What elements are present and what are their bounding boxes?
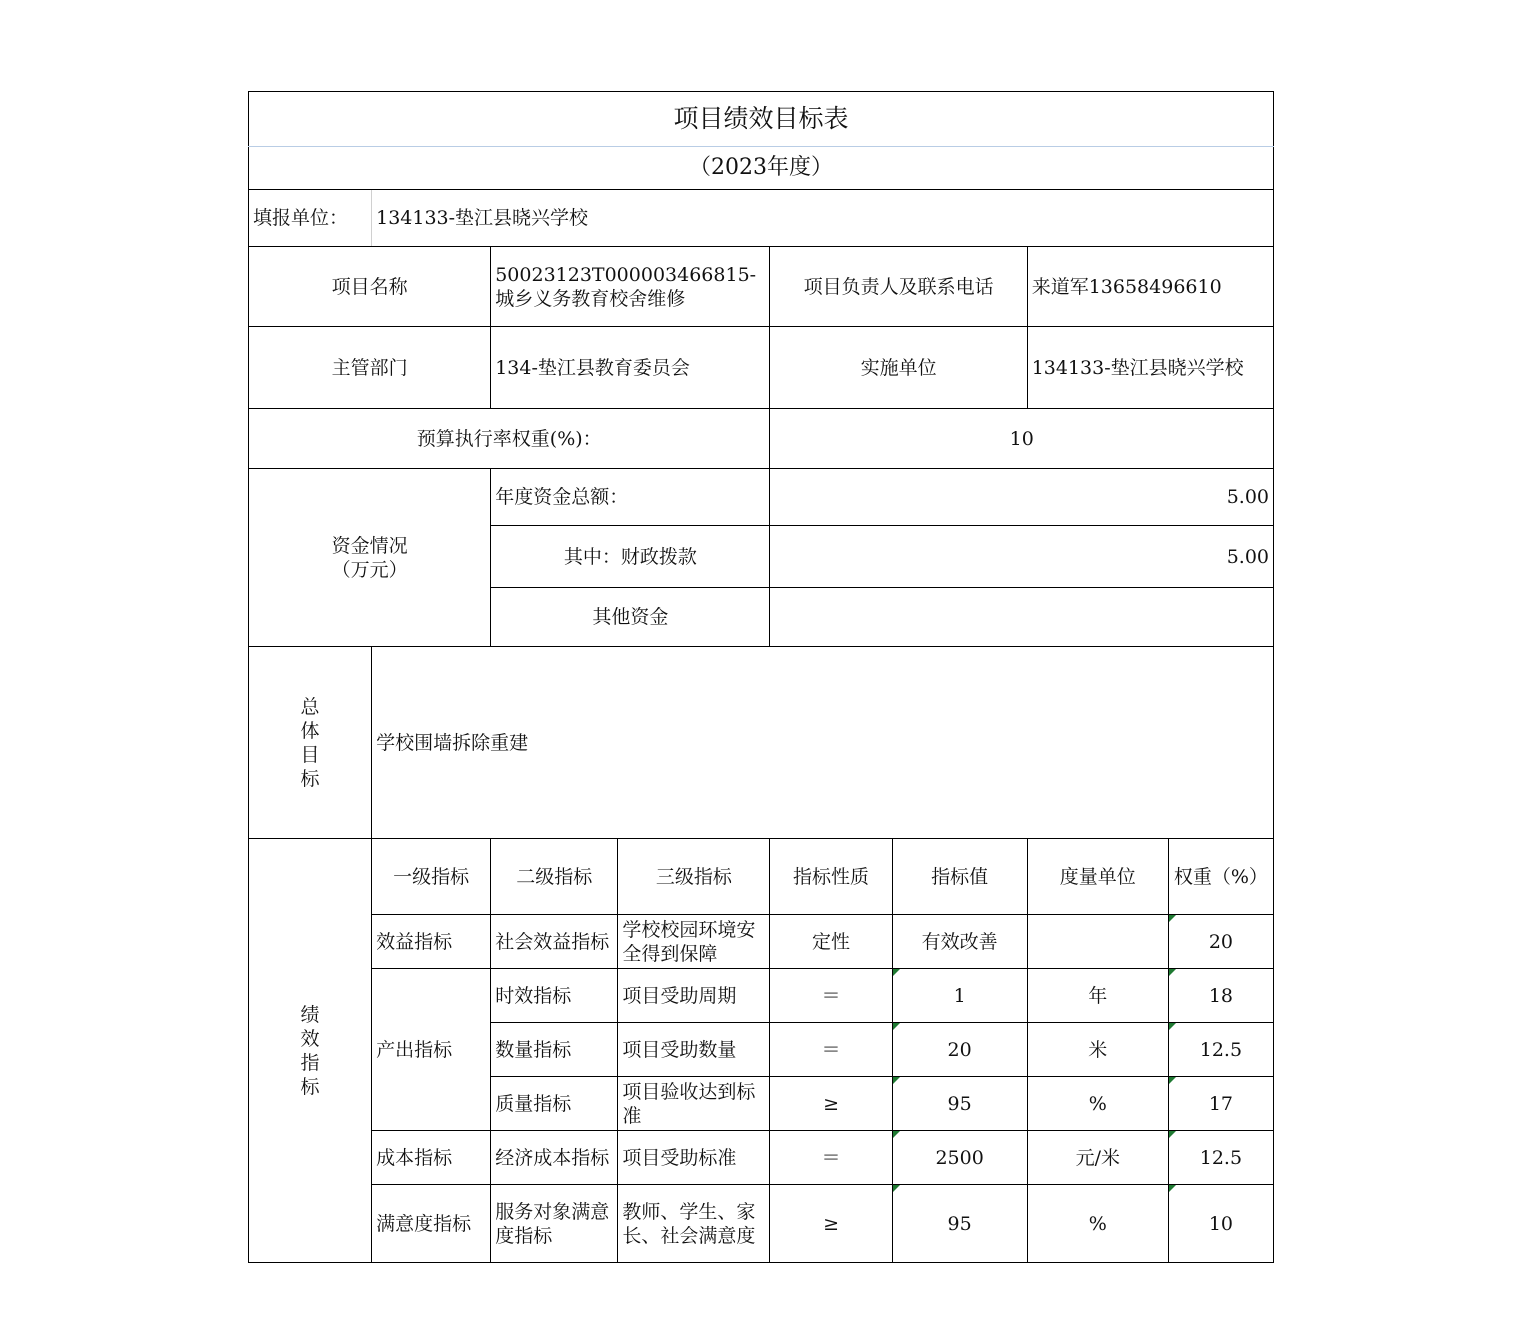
- row-level3: 项目验收达到标准: [618, 1077, 770, 1131]
- header-level1: 一级指标: [372, 839, 491, 915]
- overall-goal-label: 总体目标: [300, 695, 320, 790]
- table-subtitle-year: （2023年度）: [249, 147, 1274, 190]
- department-value: 134-垫江县教育委员会: [491, 327, 770, 409]
- overall-goal-label-cell: [249, 647, 372, 839]
- row-weight: 12.5: [1168, 1023, 1273, 1077]
- implementing-unit-value: 134133-垫江县晓兴学校: [1027, 327, 1273, 409]
- row-nature: ＝: [770, 1131, 892, 1185]
- row-value: 95: [892, 1185, 1027, 1263]
- indicators-section-cell: [249, 839, 372, 1263]
- table-row: [249, 1185, 1274, 1263]
- row-weight: 10: [1168, 1185, 1273, 1263]
- header-weight: 权重（%）: [1168, 839, 1273, 915]
- performance-target-table: [248, 91, 1274, 1263]
- project-contact-label: 项目负责人及联系电话: [770, 247, 1027, 327]
- row-unit: %: [1027, 1077, 1168, 1131]
- row-level3: 项目受助标准: [618, 1131, 770, 1185]
- funds-total-label: 年度资金总额：: [491, 469, 770, 526]
- funds-fiscal-value: 5.00: [770, 526, 1274, 588]
- row-nature: ＝: [770, 969, 892, 1023]
- funds-total-value: 5.00: [770, 469, 1274, 526]
- row-nature: ≥: [770, 1077, 892, 1131]
- row-value: 2500: [892, 1131, 1027, 1185]
- funds-fiscal-label: 其中：财政拨款: [491, 526, 770, 588]
- header-nature: 指标性质: [770, 839, 892, 915]
- implementing-unit-label: 实施单位: [770, 327, 1027, 409]
- funds-other-value: [770, 588, 1274, 647]
- filing-unit-label: 填报单位：: [249, 190, 372, 247]
- group-satisfaction: 满意度指标: [372, 1185, 491, 1263]
- row-nature: ＝: [770, 1023, 892, 1077]
- row-level3: 项目受助周期: [618, 969, 770, 1023]
- project-name-label: 项目名称: [249, 247, 491, 327]
- row-weight: 18: [1168, 969, 1273, 1023]
- row-level2: 时效指标: [491, 969, 618, 1023]
- row-unit: %: [1027, 1185, 1168, 1263]
- row-value: 95: [892, 1077, 1027, 1131]
- row-level2: 数量指标: [491, 1023, 618, 1077]
- row-unit: [1027, 915, 1168, 969]
- header-value: 指标值: [892, 839, 1027, 915]
- row-level2: 经济成本指标: [491, 1131, 618, 1185]
- filing-unit-value: 134133-垫江县晓兴学校: [372, 190, 1274, 247]
- row-weight: 17: [1168, 1077, 1273, 1131]
- header-unit: 度量单位: [1027, 839, 1168, 915]
- project-name-value: 50023123T000003466815-城乡义务教育校舍维修: [491, 247, 770, 327]
- row-level3: 学校校园环境安全得到保障: [618, 915, 770, 969]
- row-nature: 定性: [770, 915, 892, 969]
- table-title: 项目绩效目标表: [249, 92, 1274, 147]
- indicators-section-label: 绩效指标: [300, 1003, 320, 1098]
- row-level3: 项目受助数量: [618, 1023, 770, 1077]
- project-contact-value: 来道军13658496610: [1027, 247, 1273, 327]
- row-unit: 米: [1027, 1023, 1168, 1077]
- budget-weight-value: 10: [770, 409, 1274, 469]
- table-row: [249, 1131, 1274, 1185]
- funds-other-label: 其他资金: [491, 588, 770, 647]
- row-level2: 服务对象满意度指标: [491, 1185, 618, 1263]
- overall-goal-value: 学校围墙拆除重建: [372, 647, 1274, 839]
- budget-weight-label: 预算执行率权重(%)：: [249, 409, 770, 469]
- row-level2: 质量指标: [491, 1077, 618, 1131]
- funds-label: 资金情况（万元）: [249, 469, 491, 647]
- table-row: [249, 969, 1274, 1023]
- group-output: 产出指标: [372, 969, 491, 1131]
- header-level2: 二级指标: [491, 839, 618, 915]
- row-weight: 12.5: [1168, 1131, 1273, 1185]
- header-level3: 三级指标: [618, 839, 770, 915]
- row-value: 20: [892, 1023, 1027, 1077]
- row-value: 有效改善: [892, 915, 1027, 969]
- group-cost: 成本指标: [372, 1131, 491, 1185]
- group-benefit: 效益指标: [372, 915, 491, 969]
- row-unit: 元/米: [1027, 1131, 1168, 1185]
- row-nature: ≥: [770, 1185, 892, 1263]
- row-level3: 教师、学生、家长、社会满意度: [618, 1185, 770, 1263]
- department-label: 主管部门: [249, 327, 491, 409]
- table-row: [249, 915, 1274, 969]
- row-value: 1: [892, 969, 1027, 1023]
- row-unit: 年: [1027, 969, 1168, 1023]
- row-weight: 20: [1168, 915, 1273, 969]
- row-level2: 社会效益指标: [491, 915, 618, 969]
